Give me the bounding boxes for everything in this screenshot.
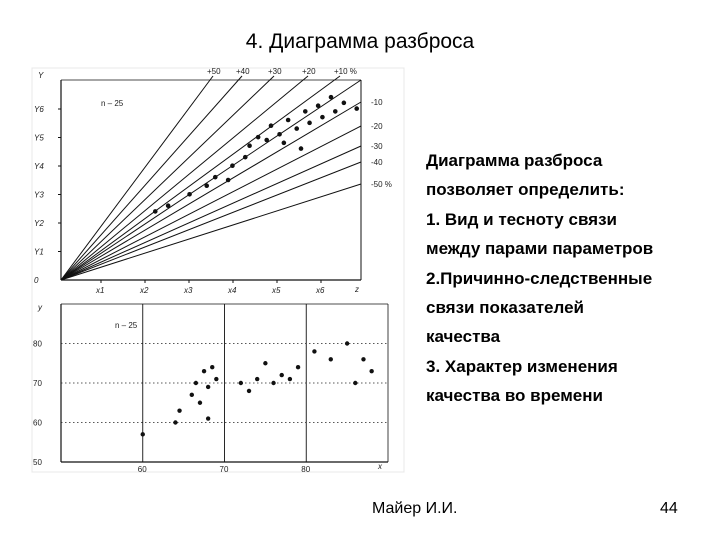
data-point [316, 103, 321, 108]
data-point [173, 420, 177, 424]
data-point [277, 132, 282, 137]
data-point [288, 377, 292, 381]
description-line: между парами параметров [426, 239, 654, 259]
y-tick-label: Y1 [34, 247, 44, 257]
data-point [153, 209, 158, 214]
data-point [333, 109, 338, 114]
description-line: 3. Характер изменения [426, 356, 618, 376]
description-line: 1. Вид и тесноту связи [426, 209, 617, 229]
x-tick-label: 80 [301, 465, 311, 474]
x-tick-label: x5 [272, 286, 281, 295]
y-tick-label: Y3 [34, 190, 44, 200]
right-line-label: -50 % [371, 180, 392, 189]
data-point [263, 361, 267, 365]
x-tick-label: x3 [184, 286, 193, 295]
data-point [303, 109, 308, 114]
y-tick-label: Y2 [34, 219, 44, 228]
scatter-diagram-svg [28, 66, 408, 476]
top-chart-x-label: z [355, 285, 359, 294]
data-point [247, 143, 252, 148]
slide-title: 4. Диаграмма разброса [245, 30, 475, 53]
data-point [354, 106, 359, 111]
data-point [177, 408, 181, 412]
data-point [369, 369, 373, 373]
data-point [256, 135, 261, 140]
y-tick-label: 0 [34, 276, 39, 285]
y-tick-label: Y5 [34, 133, 44, 143]
top-line-label: +40 [236, 67, 250, 76]
right-line-label: -40 [371, 158, 383, 167]
data-point [210, 365, 214, 369]
description-line: связи показателей [426, 298, 584, 318]
top-line-label: +20 [302, 67, 316, 76]
top-line-label: +50 [207, 67, 221, 76]
scatter-diagram-figure [28, 66, 408, 476]
description-line: позволяет определить: [426, 180, 625, 200]
data-point [204, 183, 209, 188]
data-point [214, 377, 218, 381]
bottom-chart-y-label: y [38, 303, 42, 312]
data-point [269, 123, 274, 128]
data-point [353, 381, 357, 385]
top-line-label: +30 [268, 67, 282, 76]
top-chart-annotation: n – 25 [101, 99, 124, 108]
data-point [345, 341, 349, 345]
x-tick-label: x2 [140, 286, 149, 295]
data-point [206, 385, 210, 389]
y-tick-label: 70 [33, 379, 42, 388]
data-point [230, 163, 235, 168]
data-point [361, 357, 365, 361]
data-point [271, 381, 275, 385]
bottom-chart-annotation: n – 25 [115, 321, 138, 330]
data-point [190, 393, 194, 397]
right-line-label: -30 [371, 142, 383, 151]
description-line: качества во времени [426, 386, 603, 406]
data-point [264, 138, 269, 143]
top-line-label: +10 % [334, 67, 357, 76]
top-chart-y-label: Y [38, 71, 44, 80]
data-point [286, 118, 291, 123]
data-point [255, 377, 259, 381]
footer-author: Майер И.И. [372, 500, 458, 517]
data-point [307, 121, 312, 126]
data-point [247, 389, 251, 393]
data-point [312, 349, 316, 353]
data-point [299, 146, 304, 151]
data-point [329, 95, 334, 100]
y-tick-label: 80 [33, 339, 42, 349]
data-point [166, 203, 171, 208]
description-line: Диаграмма разброса [426, 151, 603, 170]
description-line: качества [426, 327, 501, 347]
data-point [280, 373, 284, 377]
data-point [294, 126, 299, 131]
data-point [206, 416, 210, 420]
data-point [213, 175, 218, 180]
description-text [426, 146, 706, 411]
data-point [187, 192, 192, 197]
right-line-label: -20 [371, 122, 383, 131]
bottom-chart-x-label: x [378, 462, 382, 471]
x-tick-label: x1 [96, 286, 105, 295]
data-point [342, 101, 347, 106]
x-tick-label: x4 [228, 286, 237, 295]
data-point [320, 115, 325, 120]
data-point [202, 369, 206, 373]
data-point [296, 365, 300, 369]
y-tick-label: Y4 [34, 162, 44, 171]
data-point [198, 401, 202, 405]
x-tick-label: x6 [316, 286, 325, 295]
y-tick-label: Y6 [34, 105, 44, 114]
data-point [282, 141, 287, 146]
right-line-label: -10 [371, 98, 383, 107]
page-number: 44 [660, 500, 678, 517]
y-tick-label: 60 [33, 418, 42, 428]
data-point [329, 357, 333, 361]
description-line: 2.Причинно-следственные [426, 268, 653, 288]
data-point [239, 381, 243, 385]
data-point [194, 381, 198, 385]
data-point [226, 178, 231, 183]
data-point [243, 155, 248, 160]
data-point [141, 432, 145, 436]
x-tick-label: 60 [137, 465, 147, 474]
x-tick-label: 70 [219, 465, 229, 474]
y-tick-label: 50 [33, 458, 42, 467]
